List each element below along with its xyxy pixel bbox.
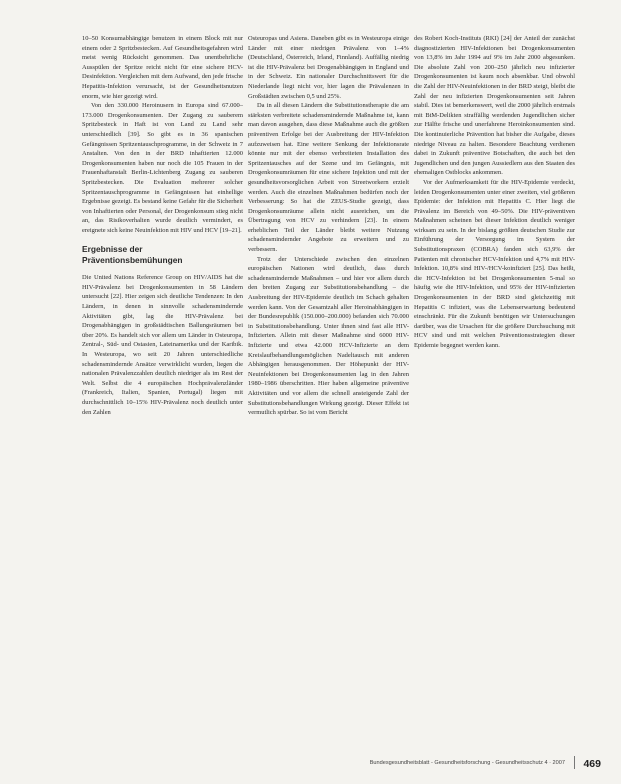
body-paragraph: Von den 330.000 Heroinusern in Europa sind 67.000–173.000 Drogenkonsumenten. Der Zugang zu sauberem Spritzbesteck in Haft ist von Land zu Land sehr unterschiedlich [39]. So gibt es in 36 spanischen Gefängnissen Spritzentauschprogramme, in der Schweiz in 7 Anstalten. Von den in der BRD inhaftierten 12.000 Drogenkonsumenten haben nur noch die 105 Frauen in der Frauenhaftanstalt Berlin-Lichtenberg Zugang zu sauberen Spritzbestecken. Die Evaluation mehrerer solcher Spritzentauschprogramme in Gefängnissen hat einhellige Ergebnisse gezeigt. Es bestand keine Gefahr für die Sicherheit von Inhaftierten oder Personal, der Drogenkonsum stieg nicht an, das Risikoverhalten wurde deutlich vermindert, es ereignete sich keine Neuinfektion mit HIV und HCV [19–21]. [82, 102, 243, 234]
page-number: 469 [583, 758, 601, 770]
body-paragraph: 10–50 Konsumabhängige benutzen in einem Block mit nur einem oder 2 Spritzbestecken. Auf Gesundheitsgefahren wird meist wenig Rücksicht genommen. Das unentbehrliche Ausspülen der Spritze reicht nicht für eine sichere HCV-Desinfektion. Vergleichen mit dem Aufwand, den jede frische Hepatitis-Infektion verursacht, ist der Gesundheitsnutzen enorm, wie hier gezeigt wird. [82, 35, 243, 100]
body-paragraph: Trotz der Unterschiede zwischen den einzelnen europäischen Nationen wird deutlich, dass durch schadensmindernde Maßnahmen – und hier vor allem durch den breiten Zugang zur Substitutionsbehandlung – die Ausbreitung der HIV-Epidemie deutlich im Schach gehalten werden kann. Von der Gesamtzahl aller Heroinabhängigen in der Bundesrepublik (150.000–200.000) befanden sich 70.000 in Substitutionsbehandlung. Unter ihnen sind fast alle HIV-Infizierten. Allein mit dieser Maßnahme sind 6000 HIV-Infizierte und etwa 42.000 HCV-Infizierte an dem Kreislaufbehandlungsmöglichen Nadeltausch mit anderen Abhängigen herausgenommen. Der Höhepunkt der HIV-Neuinfektionen bei Drogenkonsumenten lag in den Jahren 1980–1986 überschritten. Hier haben allgemeine präventive Aktivitäten und vor allem die schnell ansteigende Zahl der Substitutionsbehandlungen Wirkung gezeigt. Dieser Effekt ist vermutlich spürbar. So ist vom Bericht [248, 255, 409, 417]
text-column-right [414, 34, 575, 351]
section-heading: Ergebnisse der Präventionsbemühungen [82, 244, 183, 265]
text-column-left [82, 34, 243, 417]
page-footer [0, 750, 621, 772]
body-paragraph: Da in all diesen Ländern die Substitutionstherapie die am stärksten verbreitete schadensmindernde Maßnahme ist, kann man davon ausgehen, dass diese Maßnahme auch die größten präventiven Erfolge bei der Ausbreitung der HIV-Infektion aufzuweisen hat. Eine weitere Senkung der Infektionsrate könnte nur mit der ebenso verbreiteten Installation des Spritzentausches auf der Szene und im Gefängnis, mit Drogenkonsumräumen für eine sichere Injektion und mit der gesundheitsvorsorglichen Arbeit von Streetworkern erzielt werden. Auch die einzelnen Maßnahmen bedürfen noch der Verbesserung: So hat die ZEUS-Studie gezeigt, dass Drogenkonsumräume allein nicht ausreichen, um die Übertragung von HCV zu verhindern [23]. In einem erheblichen Teil der Länder bleibt weitere Nutzung schadensmindernder Angebote zu erweitern und zu verbessern. [248, 102, 409, 254]
body-paragraph: des Robert Koch-Instituts (RKI) [24] der Anteil der zunächst diagnostizierten HIV-Infektionen bei Drogenkonsumenten von 13,8% im Jahr 1994 auf 9% im Jahr 2000 abgesunken. Die absolute Zahl von 200–250 jährlich neu infizierter Drogenkonsumenten ist kaum noch absenkbar. Und obwohl die Zahl der HIV-Neuinfektionen in der BRD steigt, bleibt die Zahl der neu infizierten Drogenkonsumenten seit Jahren stabil. Dies ist bemerkenswert, weil die 2000 jährlich erstmals mit BtM-Delikten straffällig werdenden Jugendlichen sicher zur Hälfte frische und unerfahrene Heroinkonsumenten sind. Die kontinuierliche Prävention hat bisher die Aufgabe, dieses niedrige Niveau zu halten. Besondere Beachtung verdienen dabei in Zukunft präventive Botschaften, die auch bei den Jugendlichen und den jungen Aussiedlern aus den Staaten des ehemaligen Ostblocks ankommen. [414, 35, 575, 177]
body-paragraph: Osteuropas und Asiens. Daneben gibt es in Westeuropa einige Länder mit einer niedrigen Prävalenz von 1–4% (Deutschland, Österreich, Irland, Finnland). Auffällig niedrig ist die HIV-Prävalenz bei Drogenabhängigen in England und in der Schweiz. Ein nationaler Durchschnittswert für die Niederlande liegt nicht vor, hier lagen die Prävalenzen in Großstädten zwischen 0,5 und 25%. [248, 35, 409, 100]
body-paragraph: Die United Nations Reference Group on HIV/AIDS hat die HIV-Prävalenz bei Drogenkonsumenten in 58 Ländern untersucht [22]. Hier zeigen sich deutliche Tendenzen: In den Ländern, in denen in sinnvolle schadensmindernde Aktivitäten gibt, lag die HIV-Prävalenz bei Drogenabhängigen in großstädtischen Ballungsräumen bei über 20%. Es handelt sich vor allem um Länder in Osteuropa, Zentral-, Süd- und Ostasien, Lateinamerika und der Karibik. In Westeuropa, wo seit 20 Jahren unterschiedliche schadensmindernde Ansätze verwirklicht wurden, liegen die nationalen Prävalenzzahlen deutlich niedriger als im Rest der Welt. Selbst die 4 europäischen Hochprävalenzländer (Frankreich, Italien, Spanien, Portugal) liegen mit durchschnittlich 10–15% HIV-Prävalenz noch deutlich unter den Zahlen [82, 274, 243, 416]
journal-citation: Bundesgesundheitsblatt - Gesundheitsforschung - Gesundheitsschutz 4 · 2007 [369, 760, 565, 766]
text-column-middle [248, 34, 409, 418]
footer-divider [574, 756, 575, 769]
body-paragraph: Vor der Aufmerksamkeit für die HIV-Epidemie verdeckt, leiden Drogenkonsumenten unter einer zweiten, viel größeren Epidemie: der Infektion mit Hepatitis C. Hier liegt die Prävalenz im Bereich von 49–50%. Die HIV-präventiven Maßnahmen scheinen bei dieser Infektion deutlich weniger wirksam zu sein. In der bislang größten deutschen Studie zur Einführung der Versorgung im System der Substitutionspraxen (COBRA) fanden sich 63,9% der Patienten mit chronischer HCV-Infektion und 4,7% mit HIV-Infektion. 10,8% sind HIV-/HCV-koinfiziert [25]. Das heißt, die HCV-Infektion ist bei Drogenkonsumenten 5-mal so häufig wie die HIV-Infektion, und 95% der HIV-infizierten Drogenkonsumenten in der BRD sind gleichzeitig mit Hepatitis C infiziert, was die Lebenserwartung bedeutend einschränkt. Für die Zukunft benötigen wir Untersuchungen darüber, was die Ursachen für die größere Durchsuchung mit HCV sind und mit welchen Präventionsstrategien dieser Epidemie begegnet werden kann. [414, 178, 575, 349]
